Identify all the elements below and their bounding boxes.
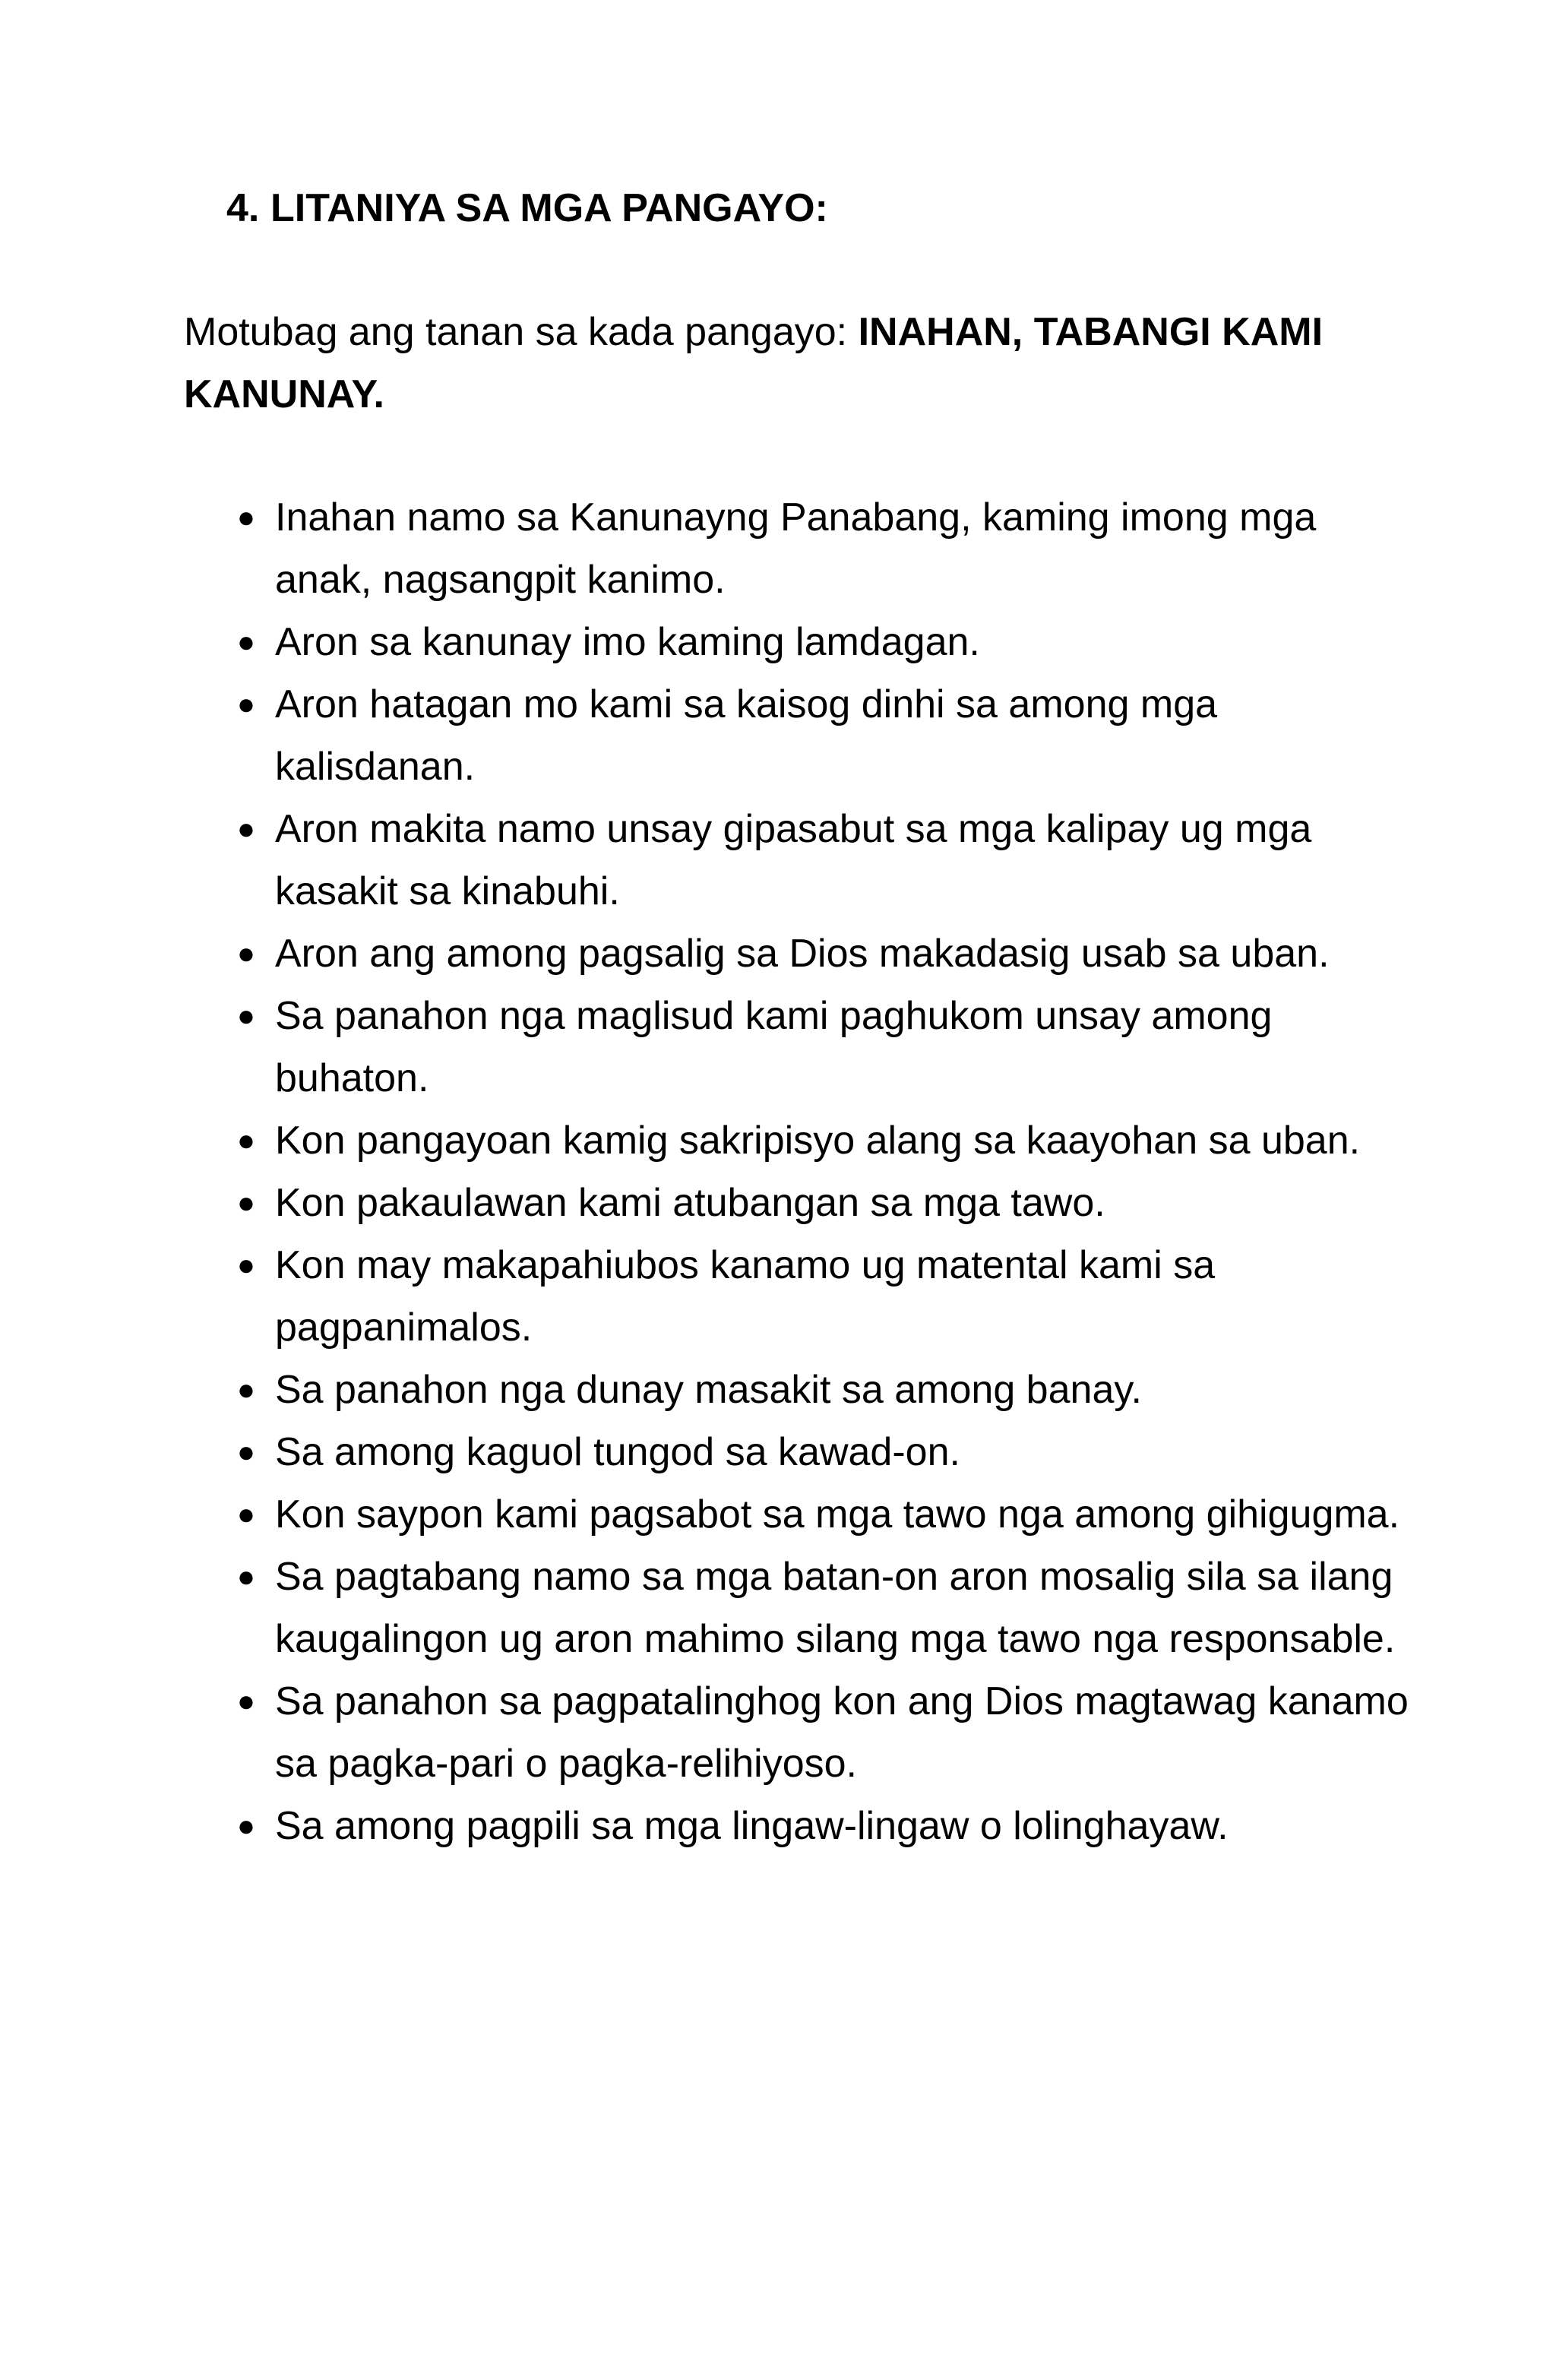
list-item — [236, 486, 1415, 611]
list-item — [236, 1109, 1415, 1172]
bullet-icon: ● — [236, 999, 256, 1033]
section-title: LITANIYA SA MGA PANGAYO: — [270, 186, 828, 230]
list-item — [236, 1234, 1415, 1359]
list-item — [236, 798, 1415, 923]
list-item-text: Aron sa kanunay imo kaming lamdagan. — [275, 620, 980, 664]
list-item — [236, 611, 1415, 673]
section-number: 4. — [226, 186, 260, 230]
bullet-icon: ● — [236, 501, 256, 534]
list-item — [236, 1421, 1415, 1483]
list-item-text: Sa among pagpili sa mga lingaw-lingaw o lolinghayaw. — [275, 1804, 1229, 1848]
list-item-text: Aron ang among pagsalig sa Dios makadasig usab sa uban. — [275, 932, 1330, 976]
bullet-icon: ● — [236, 1435, 256, 1469]
list-item — [236, 673, 1415, 798]
bullet-icon: ● — [236, 1809, 256, 1843]
list-item — [236, 1172, 1415, 1234]
list-item-text: Sa panahon nga dunay masakit sa among banay. — [275, 1368, 1142, 1412]
section-heading — [226, 181, 828, 236]
list-item-text: Aron makita namo unsay gipasabut sa mga kalipay ug mga kasakit sa kinabuhi. — [275, 807, 1312, 913]
bullet-icon: ● — [236, 1124, 256, 1157]
list-item — [236, 1670, 1415, 1795]
list-item-text: Inahan namo sa Kanunayng Panabang, kaming imong mga anak, nagsangpit kanimo. — [275, 495, 1317, 602]
bullet-icon: ● — [236, 1249, 256, 1282]
list-item-text: Kon may makapahiubos kanamo ug matental kami sa pagpanimalos. — [275, 1243, 1216, 1350]
bullet-icon: ● — [236, 688, 256, 721]
list-item-text: Sa pagtabang namo sa mga batan-on aron mosalig sila sa ilang kaugalingon ug aron mahimo silang mga tawo nga responsable. — [275, 1555, 1396, 1661]
litany-list — [236, 486, 1415, 1857]
list-item-text: Kon pangayoan kamig sakripisyo alang sa kaayohan sa uban. — [275, 1119, 1361, 1163]
list-item-text: Sa among kaguol tungod sa kawad-on. — [275, 1430, 960, 1474]
instruction-text: Motubag ang tanan sa kada pangayo: — [184, 310, 859, 354]
list-item — [236, 1546, 1415, 1670]
list-item — [236, 1795, 1415, 1857]
bullet-icon: ● — [236, 1186, 256, 1220]
list-item-text: Aron hatagan mo kami sa kaisog dinhi sa among mga kalisdanan. — [275, 682, 1218, 789]
bullet-icon: ● — [236, 937, 256, 970]
list-item-text: Kon pakaulawan kami atubangan sa mga tawo. — [275, 1181, 1105, 1225]
list-item — [236, 923, 1415, 985]
list-item-text: Kon saypon kami pagsabot sa mga tawo nga among gihigugma. — [275, 1492, 1400, 1537]
list-item — [236, 985, 1415, 1109]
response-text: INAHAN, TABANGI KAMI KANUNAY. — [184, 310, 1324, 416]
bullet-icon: ● — [236, 1560, 256, 1594]
bullet-icon: ● — [236, 1685, 256, 1718]
response-instruction — [184, 301, 1430, 426]
bullet-icon: ● — [236, 1373, 256, 1407]
list-item-text: Sa panahon sa pagpatalinghog kon ang Dios magtawag kanamo sa pagka-pari o pagka-relihiyoso. — [275, 1679, 1409, 1786]
bullet-icon: ● — [236, 625, 256, 659]
bullet-icon: ● — [236, 812, 256, 846]
list-item-text: Sa panahon nga maglisud kami paghukom unsay among buhaton. — [275, 994, 1273, 1100]
list-item — [236, 1359, 1415, 1421]
list-item — [236, 1483, 1415, 1546]
bullet-icon: ● — [236, 1498, 256, 1531]
